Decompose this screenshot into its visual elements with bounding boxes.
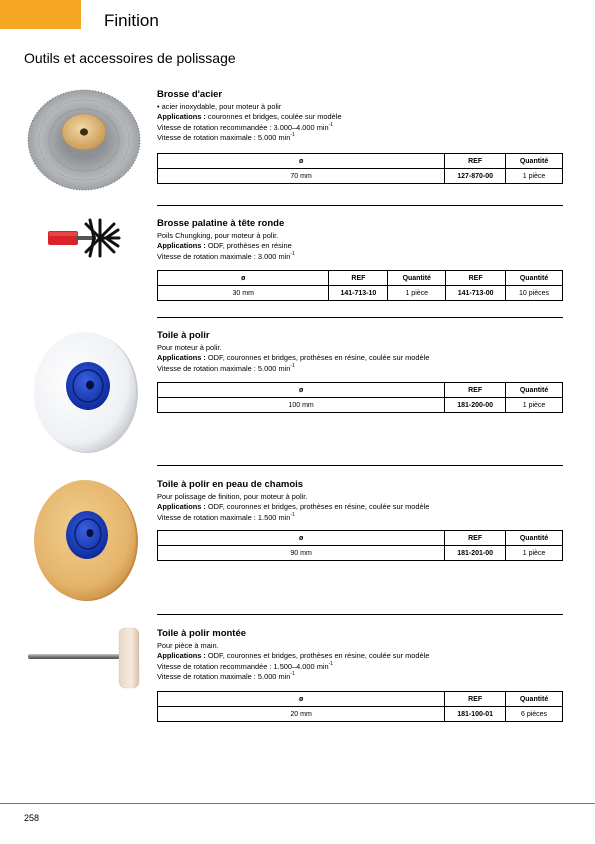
table-header-cell: REF xyxy=(445,383,506,398)
table-cell: 30 mm xyxy=(158,286,329,301)
table-header-row xyxy=(158,271,563,286)
table-header-cell: ø xyxy=(158,383,445,398)
table-header-cell: REF xyxy=(446,271,506,286)
table-row xyxy=(158,398,563,413)
table-header-cell: Quantité xyxy=(506,692,563,707)
table-cell: 181-100-01 xyxy=(445,707,506,722)
table-cell: 10 pièces xyxy=(506,286,563,301)
table-row xyxy=(158,169,563,184)
table-row xyxy=(158,546,563,561)
table-header-cell: ø xyxy=(158,692,445,707)
product-line: • acier inoxydable, pour moteur à polir xyxy=(157,102,282,111)
table-cell: 181-200-00 xyxy=(445,398,506,413)
header-accent-bar xyxy=(0,0,81,29)
wire-brush-image xyxy=(27,88,141,192)
table-header-cell: REF xyxy=(329,271,388,286)
spec-table xyxy=(157,382,563,413)
table-cell: 181-201-00 xyxy=(445,546,506,561)
spec-table xyxy=(157,530,563,561)
palatal-brush-image xyxy=(48,218,122,260)
product-line: Vitesse de rotation maximale : 3.000 $\min^{-1}$ xyxy=(157,250,295,261)
table-cell: 6 pièces xyxy=(506,707,563,722)
product-info xyxy=(157,330,567,374)
product-info xyxy=(157,89,567,144)
product-line: Applications : ODF, couronnes et bridges, prothèses en résine, coulée sur modèle xyxy=(157,651,430,661)
product-line: Applications : couronnes et bridges, coulée sur modèle xyxy=(157,112,342,122)
table-row xyxy=(158,707,563,722)
table-header-cell: REF xyxy=(445,692,506,707)
table-header-row xyxy=(158,383,563,398)
product-divider xyxy=(157,317,563,318)
product-line: Vitesse de rotation maximale : 5.000 $\min^{-1}$ xyxy=(157,362,295,373)
table-header-cell: Quantité xyxy=(506,531,563,546)
product-divider xyxy=(157,465,563,466)
mounted-wheel-image xyxy=(27,626,145,690)
chamois-wheel-image xyxy=(31,478,139,602)
product-line: Poils Chungking, pour moteur à polir. xyxy=(157,231,279,240)
product-line: Vitesse de rotation recommandée : 3.000–4.000 $\min^{-1}$ xyxy=(157,121,334,132)
product-line: Applications : ODF, couronnes et bridges, prothèses en résine, coulée sur modèle xyxy=(157,353,430,363)
table-cell: 141-713-10 xyxy=(329,286,388,301)
table-cell: 127-870-00 xyxy=(445,169,506,184)
product-name: Toile à polir montée xyxy=(157,628,247,639)
section-title: Outils et accessoires de polissage xyxy=(24,50,236,66)
product-name: Toile à polir en peau de chamois xyxy=(157,479,304,490)
table-header-row xyxy=(158,692,563,707)
product-info xyxy=(157,218,567,262)
product-line: Applications : ODF, prothèses en résine xyxy=(157,241,292,251)
table-cell: 141-713-00 xyxy=(446,286,506,301)
product-line: Vitesse de rotation maximale : 5.000 $\min^{-1}$ xyxy=(157,132,295,143)
product-divider xyxy=(157,614,563,615)
page-number: 258 xyxy=(24,813,40,823)
polishing-wheel-image xyxy=(31,330,139,454)
table-header-cell: REF xyxy=(445,531,506,546)
product-divider xyxy=(157,205,563,206)
product-name: Toile à polir xyxy=(157,330,210,341)
table-header-cell: Quantité xyxy=(506,383,563,398)
table-header-row xyxy=(158,154,563,169)
product-line: Applications : ODF, couronnes et bridges, prothèses en résine, coulée sur modèle xyxy=(157,502,430,512)
table-header-cell: ø xyxy=(158,271,329,286)
table-cell: 1 pièce xyxy=(506,546,563,561)
product-line: Vitesse de rotation recommandée : 1.500–4.000 $\min^{-1}$ xyxy=(157,660,334,671)
product-info xyxy=(157,628,567,683)
table-header-cell: Quantité xyxy=(388,271,446,286)
table-cell: 20 mm xyxy=(158,707,445,722)
spec-table xyxy=(157,153,563,184)
table-header-cell: REF xyxy=(445,154,506,169)
product-name: Brosse palatine à tête ronde xyxy=(157,218,285,229)
table-cell: 70 mm xyxy=(158,169,445,184)
product-line: Pour polissage de finition, pour moteur à polir. xyxy=(157,492,308,501)
product-info xyxy=(157,479,567,523)
spec-table xyxy=(157,691,563,722)
product-line: Pour moteur à polir. xyxy=(157,343,222,352)
footer-divider xyxy=(0,803,595,804)
product-name: Brosse d'acier xyxy=(157,89,223,100)
table-cell: 1 pièce xyxy=(506,169,563,184)
table-cell: 1 pièce xyxy=(388,286,446,301)
table-cell: 90 mm xyxy=(158,546,445,561)
table-header-row xyxy=(158,531,563,546)
table-header-cell: Quantité xyxy=(506,154,563,169)
table-header-cell: ø xyxy=(158,154,445,169)
table-header-cell: Quantité xyxy=(506,271,563,286)
table-header-cell: ø xyxy=(158,531,445,546)
table-cell: 1 pièce xyxy=(506,398,563,413)
spec-table xyxy=(157,270,563,301)
product-line: Vitesse de rotation maximale : 1.500 $\min^{-1}$ xyxy=(157,511,295,522)
table-row xyxy=(158,286,563,301)
product-line: Vitesse de rotation maximale : 5.000 $\min^{-1}$ xyxy=(157,671,295,682)
table-cell: 100 mm xyxy=(158,398,445,413)
page-title: Finition xyxy=(104,11,159,30)
product-line: Pour pièce à main. xyxy=(157,641,219,650)
